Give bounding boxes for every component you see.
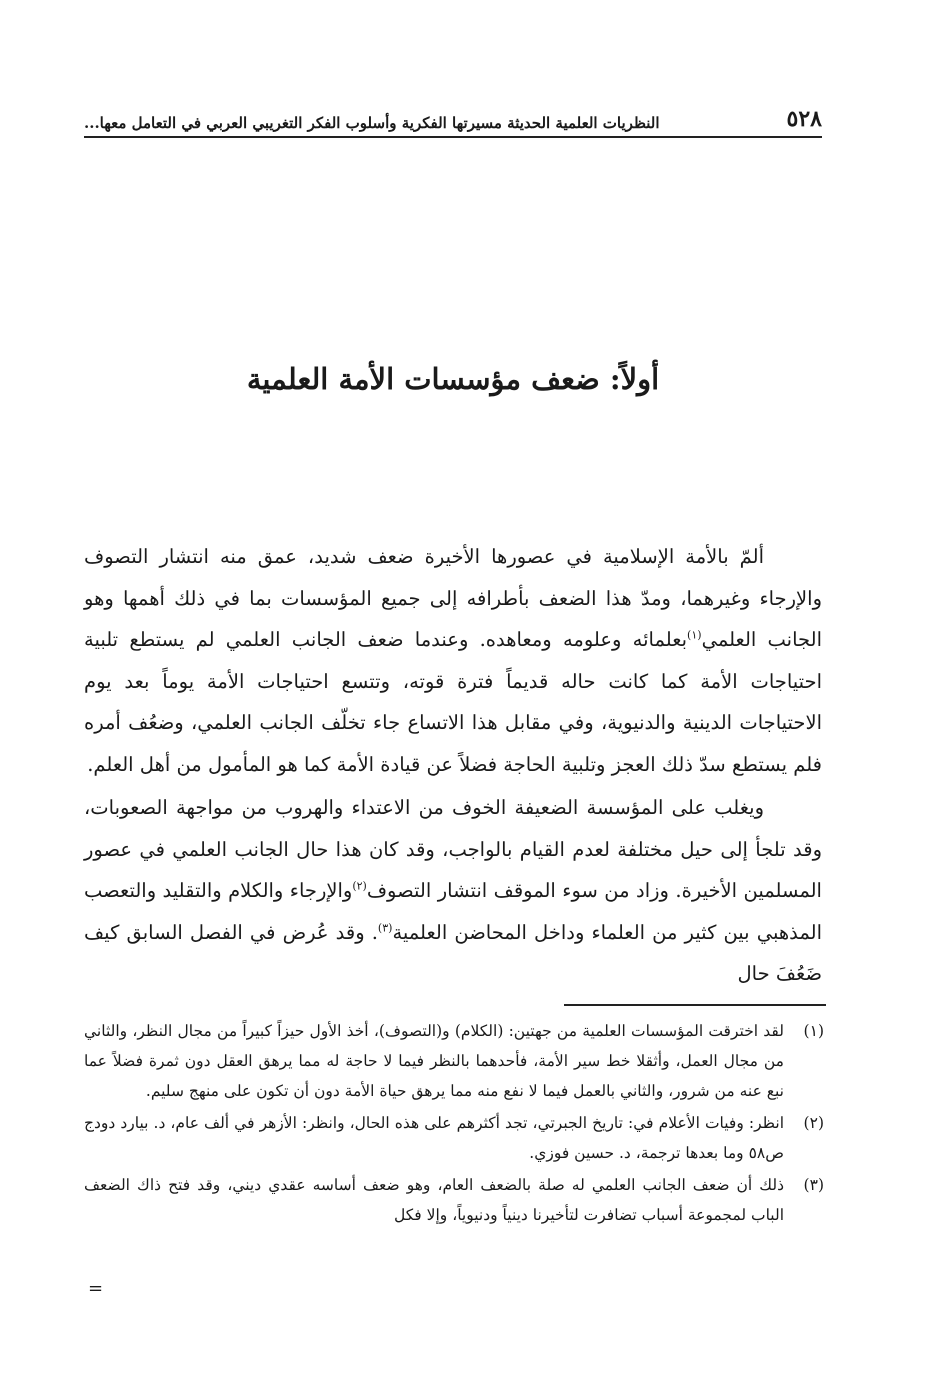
footnote-marker: (٣) — [803, 1176, 824, 1194]
footnote-separator — [564, 1004, 826, 1006]
paragraph-2-part-c: . وقد عُرض في الفصل السابق كيف ضَعُفَ حال — [84, 920, 822, 985]
paragraph-2-part-b: والإرجاء والكلام والتقليد والتعصب المذهبي بين كثير من العلماء وداخل المحاضن العلمية — [84, 879, 822, 944]
footnote-2 — [84, 1108, 824, 1168]
running-header — [84, 104, 822, 138]
footnote-marker: (١) — [803, 1022, 824, 1040]
running-title: النظريات العلمية الحديثة مسيرتها الفكرية وأسلوب الفكر التغريبي العربي في التعامل معها... — [84, 114, 660, 132]
footnote-1 — [84, 1016, 824, 1106]
footnote-text: ذلك أن ضعف الجانب العلمي له صلة بالضعف العام، وهو ضعف أساسه عقدي ديني، وقد فتح ذاك الضعف الباب لمجموعة أسباب تضافرت لتأخيرنا دينياً ودنيوياً، وإلا فكل — [84, 1176, 784, 1224]
footnote-marker: (٢) — [803, 1114, 824, 1132]
paragraph-2-part-a: ويغلب على المؤسسة الضعيفة الخوف من الاعتداء والهروب من مواجهة الصعوبات، وقد تلجأ إلى حيل مختلفة لعدم القيام بالواجب، وقد كان هذا حال الجانب العلمي في عصور المسلمين الأخيرة. وزاد من سوء الموقف انتشار التصوف — [84, 796, 822, 902]
footnote-ref-2: (٢) — [352, 879, 367, 893]
footnotes — [84, 1016, 824, 1232]
paragraph-1 — [84, 536, 822, 785]
footnote-text: لقد اخترقت المؤسسات العلمية من جهتين: (الكلام) و(التصوف)، أخذ الأول حيزاً كبيراً من مجال النظر، والثاني من مجال العمل، وأثقلا خط سير الأمة، فأحدهما بالنظر فيما لا حاجة له مما يرهق العقل دون ثمرة فضلاً عما نبع عنه من شرور، والثاني بالعمل فيما لا نفع منه مما يرهق حياة الأمة دون أن تكون على منهج سليم. — [84, 1022, 784, 1100]
footnote-ref-3: (٣) — [377, 921, 393, 934]
paragraph-1-part-a: ألمّ بالأمة الإسلامية في عصورها الأخيرة ضعف شديد، عمق منه انتشار التصوف والإرجاء وغيرهما، ومدّ هذا الضعف بأطرافه إلى جميع المؤسسات بما في ذلك أهمها وهو الجانب العلمي — [84, 545, 822, 651]
paragraph-2 — [84, 787, 822, 995]
section-heading: أولاً: ضعف مؤسسات الأمة العلمية — [246, 362, 660, 396]
footnote-text: انظر: وفيات الأعلام في: تاريخ الجبرتي، تجد أكثرهم على هذه الحال، وانظر: الأزهر في ألف عام، د. بيارد دودج ص٥٨ وما بعدها ترجمة، د. حسين فوزي. — [84, 1114, 784, 1162]
continuation-mark: = — [88, 1278, 104, 1299]
paragraph-1-part-b: بعلمائه وعلومه ومعاهده. وعندما ضعف الجانب العلمي لم يستطع تلبية احتياجات الأمة كما كانت حاله قديماً فترة قوته، وتتسع احتياجات الأمة يوماً بعد يوم الاحتياجات الدينية والدنيوية، وفي مقابل هذا الاتساع جاء تخلّف الجانب العلمي، وضعُف أمره فلم يستطع سدّ ذلك العجز وتلبية الحاجة فضلاً عن قيادة الأمة كما هو المأمول من أهل العلم. — [84, 628, 822, 776]
footnote-3 — [84, 1170, 824, 1230]
body-text — [84, 536, 822, 995]
page-number: ٥٢٨ — [786, 106, 822, 132]
footnote-ref-1: (١) — [687, 628, 702, 642]
